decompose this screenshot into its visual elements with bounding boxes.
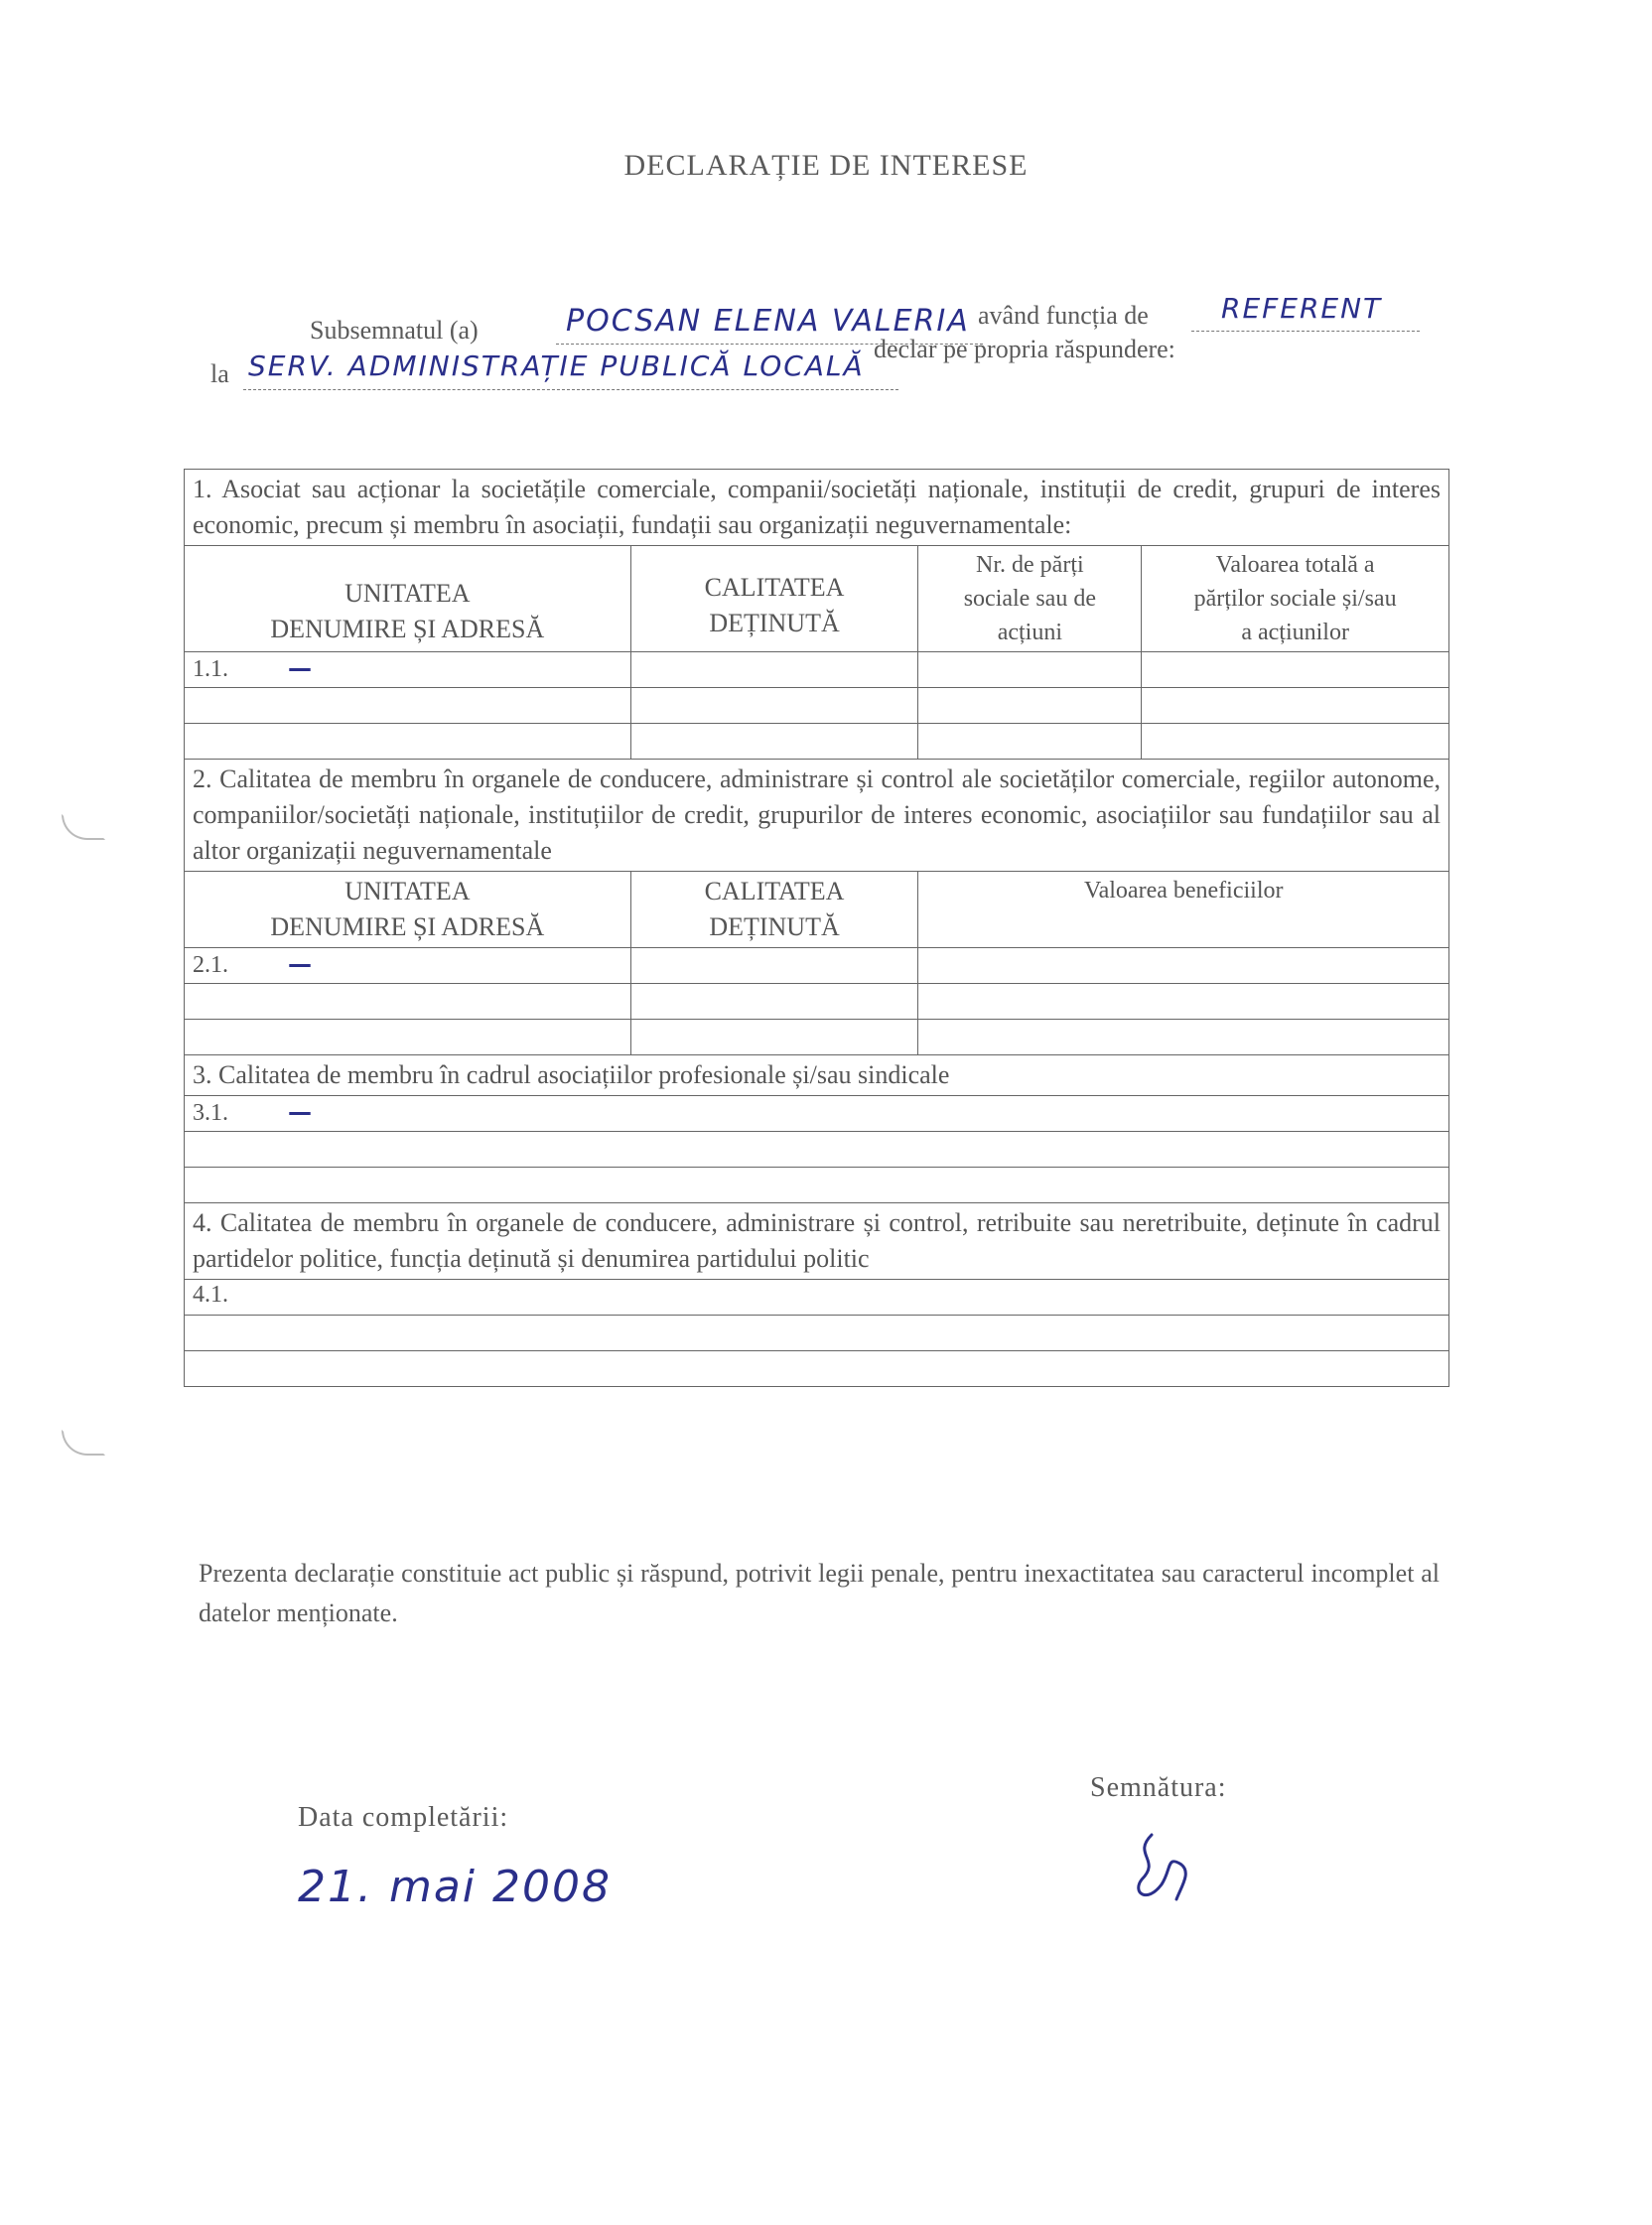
s1-row-3-calitate[interactable] bbox=[630, 724, 918, 760]
s1-row-1-unit[interactable] bbox=[185, 652, 631, 688]
date-value[interactable]: 21. mai 2008 bbox=[298, 1862, 612, 1912]
s1-row-dash: — bbox=[288, 654, 312, 682]
s2-row-dash: — bbox=[288, 950, 312, 978]
s2-row-1-unit[interactable] bbox=[185, 948, 631, 984]
section-1-text: 1. Asociat sau acționar la societățile comerciale, companii/societăți naționale, instituții de credit, grupuri de interes economic, precum și membru în asociații, fundații sau organizații neguvernamentale: bbox=[185, 470, 1449, 546]
s2-row-1-valoare[interactable] bbox=[918, 948, 1449, 984]
institution-field-line bbox=[243, 389, 898, 390]
function-value[interactable]: REFERENT bbox=[1221, 292, 1383, 325]
label-avand-functia: având funcția de bbox=[978, 301, 1149, 330]
footer-statement: Prezenta declarație constituie act public și răspund, potrivit legii penale, pentru inexactitatea sau caracterul incomplet al datelor menționate. bbox=[199, 1559, 1440, 1627]
date-label: Data completării: bbox=[298, 1802, 509, 1833]
s1-row-3-unit[interactable] bbox=[185, 724, 631, 760]
s1-header-unit: UNITATEA DENUMIRE ȘI ADRESĂ bbox=[185, 546, 631, 652]
s4-row-label: 4.1. bbox=[193, 1282, 228, 1308]
s2-header-calitate: CALITATEA DEȚINUTĂ bbox=[630, 872, 918, 948]
function-field-line bbox=[1191, 331, 1420, 332]
s1-row-2-unit[interactable] bbox=[185, 688, 631, 724]
s4-row-2[interactable] bbox=[185, 1316, 1449, 1351]
s3-row-dash: — bbox=[288, 1098, 312, 1126]
s2-header-unit: UNITATEA DENUMIRE ȘI ADRESĂ bbox=[185, 872, 631, 948]
s3-row-3[interactable] bbox=[185, 1168, 1449, 1203]
document-title: DECLARAȚIE DE INTERESE bbox=[623, 149, 1029, 182]
s2-row-3-valoare[interactable] bbox=[918, 1020, 1449, 1055]
s1-row-3-parti[interactable] bbox=[918, 724, 1142, 760]
s1-header-parti: Nr. de părți sociale sau de acțiuni bbox=[918, 546, 1142, 652]
s3-row-2[interactable] bbox=[185, 1132, 1449, 1168]
s4-row-1[interactable] bbox=[185, 1280, 1449, 1316]
s1-row-2-parti[interactable] bbox=[918, 688, 1142, 724]
s1-row-2-valoare[interactable] bbox=[1142, 688, 1449, 724]
s2-header-valoare: Valoarea beneficiilor bbox=[918, 872, 1449, 948]
punch-hole-mark bbox=[62, 814, 105, 840]
s1-row-1-calitate[interactable] bbox=[630, 652, 918, 688]
section-2-text: 2. Calitatea de membru în organele de conducere, administrare și control ale societăților comerciale, regiilor autonome, companiilor/societăți naționale, instituțiilor de credit, grupurilor de interes economic, asociațiilor sau fundațiilor sau al altor organizații neguvernamentale bbox=[185, 760, 1449, 872]
s1-row-label: 1.1. bbox=[193, 656, 228, 682]
s1-row-2-calitate[interactable] bbox=[630, 688, 918, 724]
s2-row-2-unit[interactable] bbox=[185, 984, 631, 1020]
s2-row-3-unit[interactable] bbox=[185, 1020, 631, 1055]
label-subsemnatul: Subsemnatul (a) bbox=[310, 316, 479, 345]
label-la: la bbox=[210, 359, 229, 388]
s2-row-3-calitate[interactable] bbox=[630, 1020, 918, 1055]
label-declar: declar pe propria răspundere: bbox=[874, 335, 1175, 363]
punch-hole-mark bbox=[62, 1430, 105, 1456]
s2-row-label: 2.1. bbox=[193, 952, 228, 978]
s1-row-1-valoare[interactable] bbox=[1142, 652, 1449, 688]
s1-row-1-parti[interactable] bbox=[918, 652, 1142, 688]
s2-row-2-calitate[interactable] bbox=[630, 984, 918, 1020]
s2-row-2-valoare[interactable] bbox=[918, 984, 1449, 1020]
s2-row-1-calitate[interactable] bbox=[630, 948, 918, 984]
s1-row-3-valoare[interactable] bbox=[1142, 724, 1449, 760]
institution-value[interactable]: SERV. ADMINISTRAȚIE PUBLICĂ LOCALĂ bbox=[248, 349, 865, 382]
s4-row-3[interactable] bbox=[185, 1351, 1449, 1387]
signature-label: Semnătura: bbox=[1090, 1772, 1227, 1803]
s1-header-valoare: Valoarea totală a părților sociale și/sau a acțiunilor bbox=[1142, 546, 1449, 652]
section-3-text: 3. Calitatea de membru în cadrul asociațiilor profesionale și/sau sindicale bbox=[185, 1055, 1449, 1096]
section-4-text: 4. Calitatea de membru în organele de conducere, administrare și control, retribuite sau neretribuite, deținute în cadrul partidelor politice, funcția deținută și denumirea partidului politic bbox=[185, 1203, 1449, 1280]
signature-mark bbox=[1122, 1825, 1211, 1914]
s3-row-label: 3.1. bbox=[193, 1100, 228, 1126]
s1-header-calitate: CALITATEA DEȚINUTĂ bbox=[630, 546, 918, 652]
name-value[interactable]: POCSAN ELENA VALERIA bbox=[566, 304, 970, 339]
s3-row-1[interactable] bbox=[185, 1096, 1449, 1132]
interests-table bbox=[184, 469, 1449, 1387]
